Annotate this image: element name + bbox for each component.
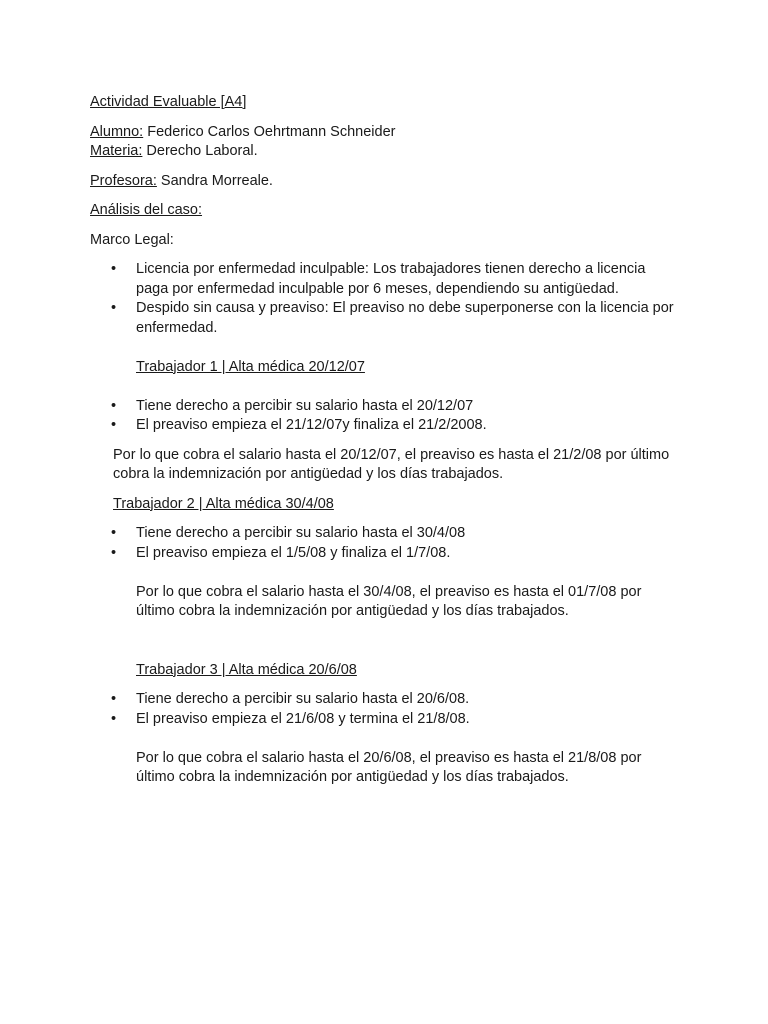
trabajador-3-conclusion: Por lo que cobra el salario hasta el 20/6/08, el preaviso es hasta el 21/8/08 por último cobra la indemnización por antigüedad y los días trabajados. — [136, 749, 642, 785]
materia-line — [90, 142, 680, 162]
trabajador-2-list — [90, 524, 680, 563]
list-item: • Tiene derecho a percibir su salario hasta el 20/6/08. — [90, 690, 680, 710]
analisis-heading-text: Análisis del caso: — [90, 202, 203, 218]
document-title-text: Actividad Evaluable [A4] — [90, 94, 247, 110]
trabajador-3-list — [90, 690, 680, 729]
list-item: • El preaviso empieza el 21/6/08 y termina el 21/8/08. — [90, 710, 680, 730]
alumno-label: Alumno: — [90, 123, 144, 140]
profesora-value: Sandra Morreale. — [156, 172, 273, 189]
list-item: • El preaviso empieza el 1/5/08 y finaliza el 1/7/08. — [90, 544, 680, 564]
trabajador-3-heading — [90, 661, 680, 681]
profesora-label: Profesora: — [90, 172, 157, 189]
list-item: • El preaviso empieza el 21/12/07y finaliza el 21/2/2008. — [90, 416, 680, 436]
alumno-value: Federico Carlos Oehrtmann Schneider — [143, 123, 396, 140]
marco-legal-heading: Marco Legal: — [90, 231, 174, 248]
document-title — [90, 93, 680, 113]
trabajador-3-heading-text: Trabajador 3 | Alta médica 20/6/08 — [136, 661, 357, 678]
marco-legal-list — [90, 260, 680, 338]
analisis-heading — [90, 201, 680, 221]
materia-value: Derecho Laboral. — [142, 143, 258, 159]
materia-label: Materia: — [90, 143, 143, 159]
trabajador-2-heading — [90, 495, 680, 515]
trabajador-1-heading-text: Trabajador 1 | Alta médica 20/12/07 — [136, 358, 365, 375]
alumno-line — [90, 123, 680, 143]
trabajador-2-conclusion: Por lo que cobra el salario hasta el 30/4/08, el preaviso es hasta el 01/7/08 por último cobra la indemnización por antigüedad y los días trabajados. — [136, 583, 642, 619]
profesora-line — [90, 172, 680, 192]
list-item: • Tiene derecho a percibir su salario hasta el 20/12/07 — [90, 397, 680, 417]
list-item: • Despido sin causa y preaviso: El preaviso no debe superponerse con la licencia por enfermedad. — [90, 299, 680, 338]
document-page — [90, 93, 680, 788]
trabajador-1-list — [90, 397, 680, 436]
list-item: • Licencia por enfermedad inculpable: Los trabajadores tienen derecho a licencia paga por enfermedad inculpable por 6 meses, dependiendo su antigüedad. — [90, 260, 680, 299]
trabajador-1-heading — [90, 358, 680, 378]
trabajador-2-heading-text: Trabajador 2 | Alta médica 30/4/08 — [113, 495, 334, 512]
list-item: • Tiene derecho a percibir su salario hasta el 30/4/08 — [90, 524, 680, 544]
trabajador-1-conclusion: Por lo que cobra el salario hasta el 20/12/07, el preaviso es hasta el 21/2/08 por último cobra la indemnización por antigüedad y los días trabajados. — [113, 446, 670, 482]
